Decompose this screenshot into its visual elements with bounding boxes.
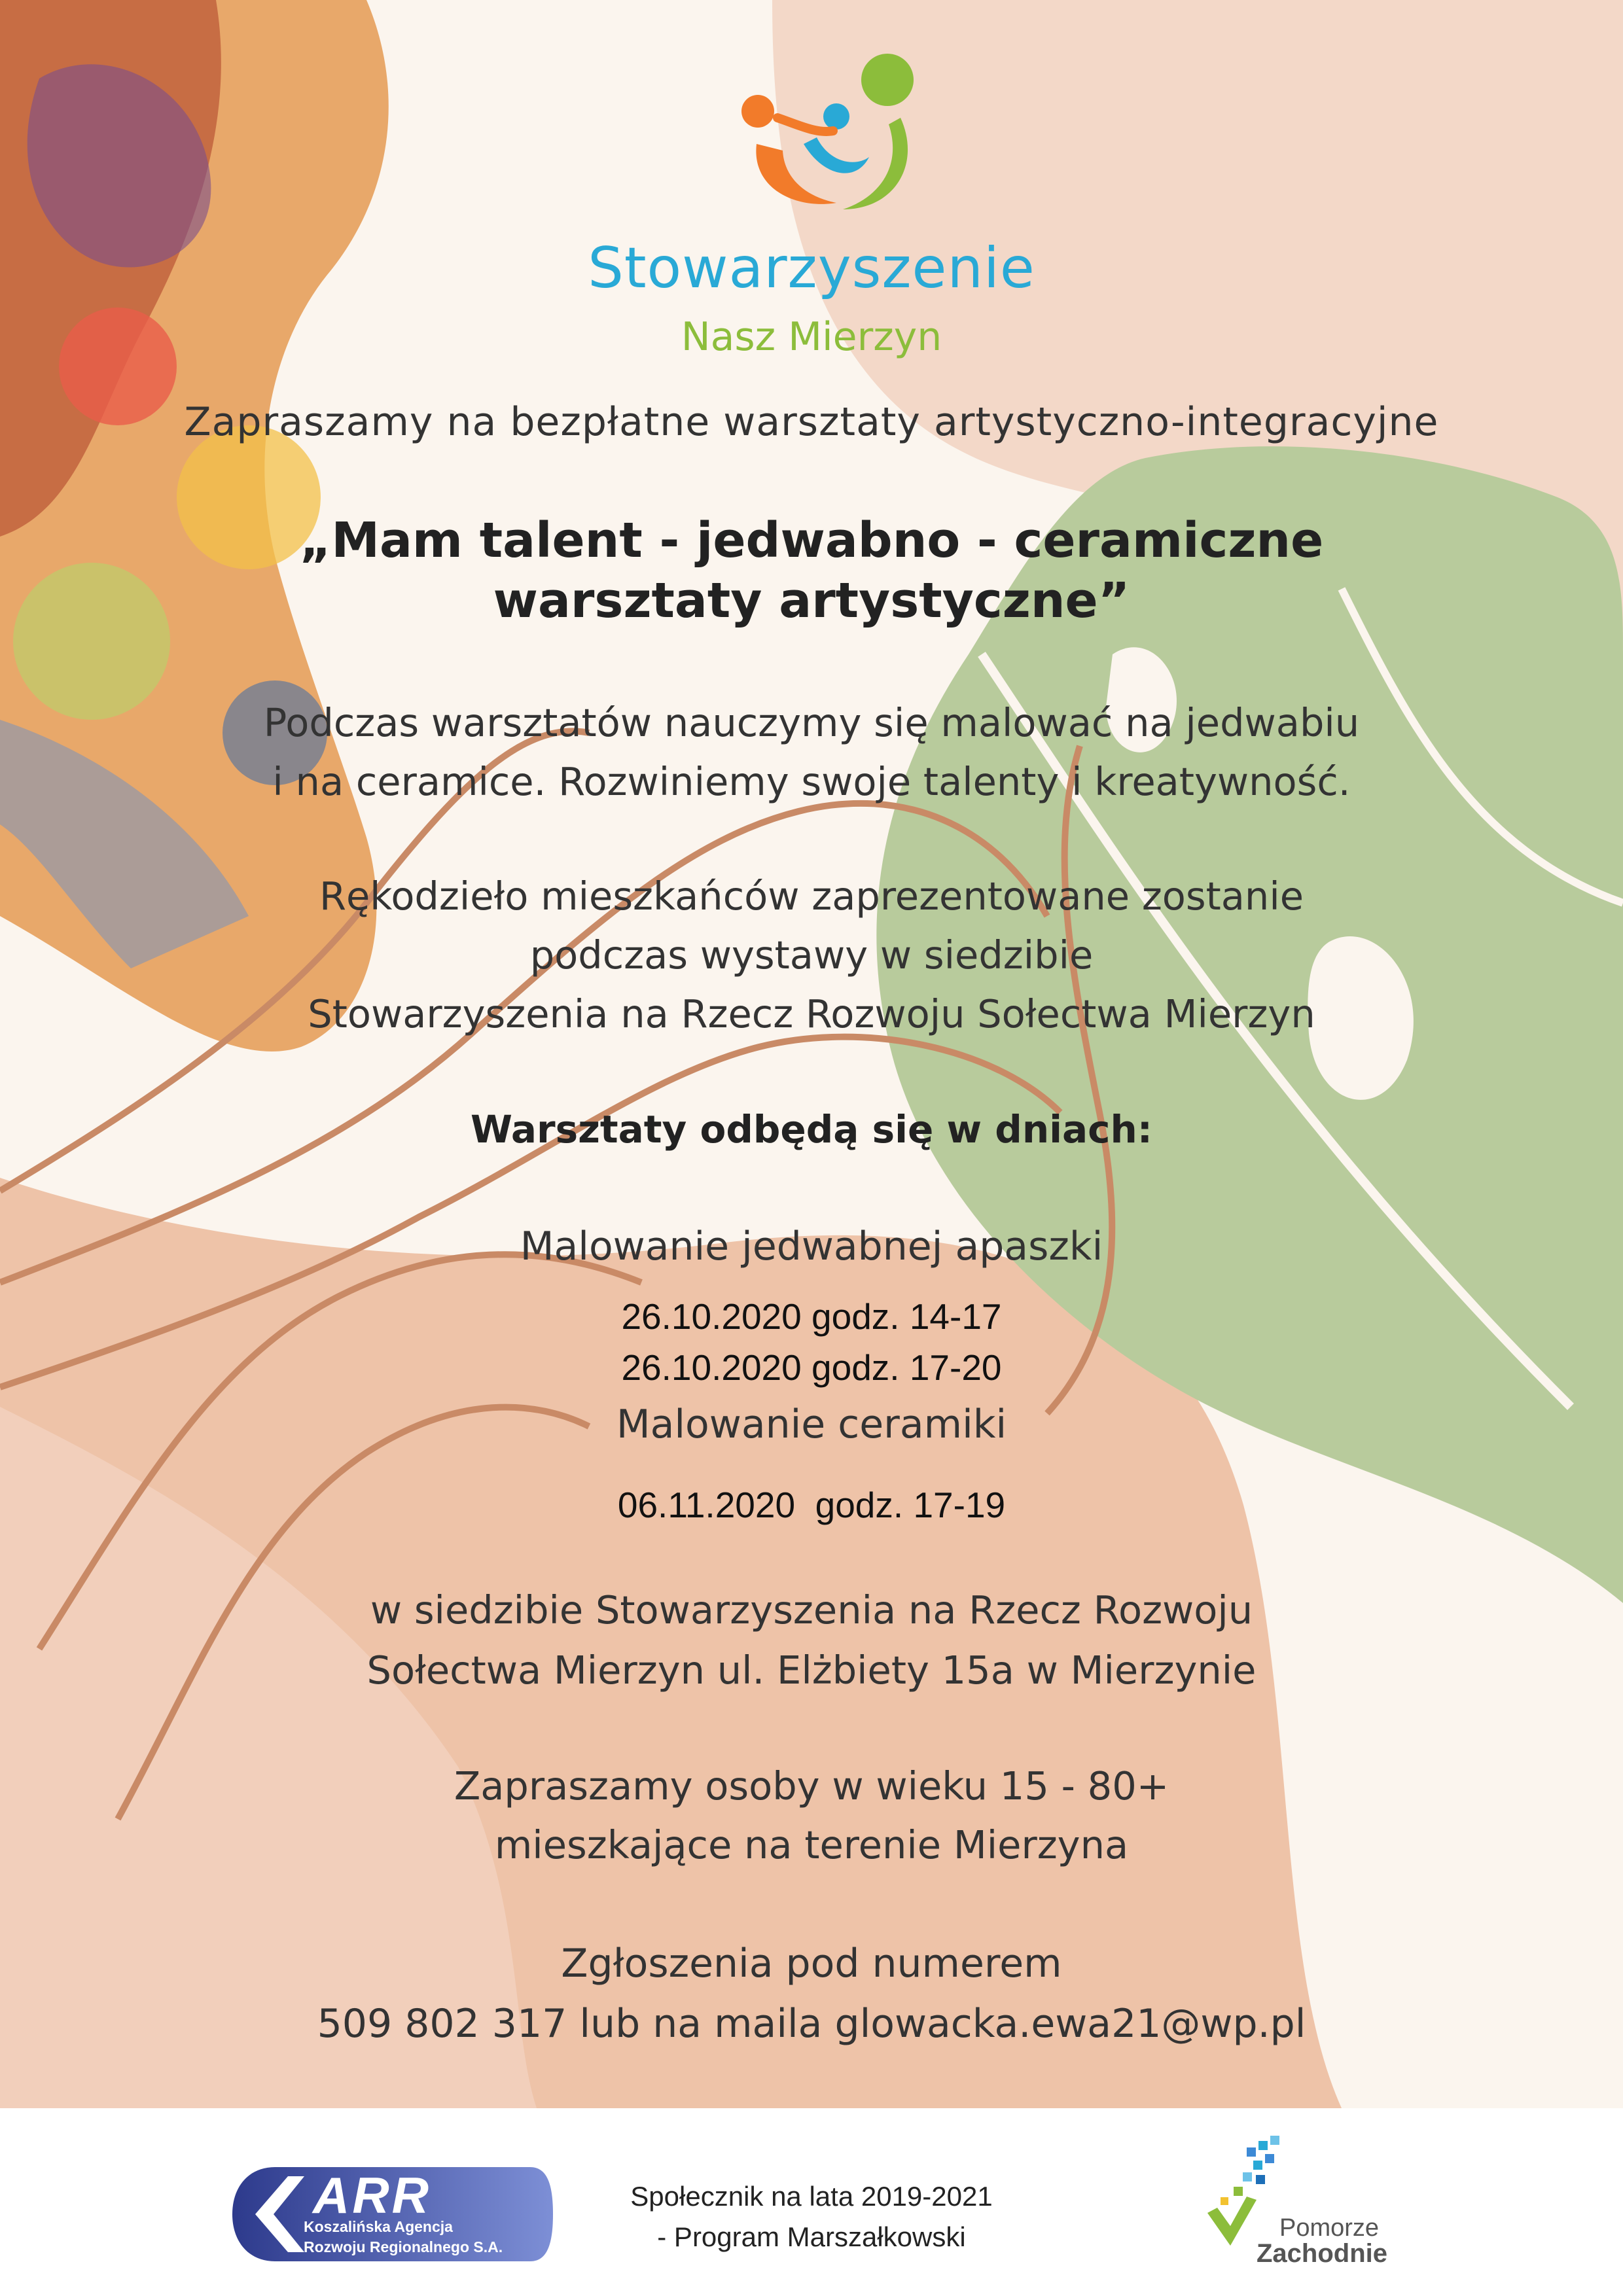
people-figures-icon xyxy=(738,46,928,216)
audience-line-1: Zapraszamy osoby w wieku 15 - 80+ xyxy=(454,1763,1169,1809)
logo-name: Stowarzyszenie xyxy=(588,236,1035,301)
arr-name-line-1: Koszalińska Agencja xyxy=(304,2218,453,2235)
description-line-2: i na ceramice. Rozwiniemy swoje talenty i kreatywność. xyxy=(272,759,1351,804)
exhibition-info xyxy=(0,867,1623,1044)
event-title-line-2: warsztaty artystyczne” xyxy=(493,573,1130,629)
region-logo-line-2: Zachodnie xyxy=(1257,2239,1388,2268)
contact-line-2: 509 802 317 lub na maila glowacka.ewa21@wp.pl xyxy=(317,2001,1306,2047)
exhibition-line-3: Stowarzyszenia na Rzecz Rozwoju Sołectwa Mierzyn xyxy=(308,991,1315,1036)
event-title-line-1: „Mam talent - jedwabno - ceramiczne xyxy=(299,512,1324,569)
schedule-heading: Warsztaty odbędą się w dniach: xyxy=(471,1107,1152,1152)
silk-date-1: 26.10.2020 godz. 14-17 xyxy=(621,1296,1002,1337)
description xyxy=(0,694,1623,811)
contact-line-1: Zgłoszenia pod numerem xyxy=(561,1941,1062,1987)
silk-workshop-label: Malowanie jedwabnej apaszki xyxy=(520,1224,1103,1269)
exhibition-line-2: podczas wystawy w siedzibie xyxy=(529,932,1094,978)
footer xyxy=(0,2108,1623,2296)
checkmark-icon xyxy=(1207,2197,1257,2246)
ceramics-workshop-label: Malowanie ceramiki xyxy=(616,1402,1007,1447)
contact-info xyxy=(0,1934,1623,2054)
arr-logo-letters: ARR xyxy=(313,2166,431,2224)
logo-subtitle: Nasz Mierzyn xyxy=(681,314,942,360)
location-line-2: Sołectwa Mierzyn ul. Elżbiety 15a w Mierzynie xyxy=(366,1648,1257,1693)
location-line-1: w siedzibie Stowarzyszenia na Rzecz Rozwoju xyxy=(370,1587,1253,1633)
intro-text: Zapraszamy na bezpłatne warsztaty artystyczno-integracyjne xyxy=(184,399,1439,445)
ceramics-date-1: 06.11.2020 godz. 17-19 xyxy=(617,1485,1006,1525)
program-line-1: Społecznik na lata 2019-2021 xyxy=(630,2181,993,2212)
program-line-2: - Program Marszałkowski xyxy=(657,2221,966,2252)
region-logo-line-1: Pomorze xyxy=(1279,2214,1380,2242)
arr-name-line-2: Rozwoju Regionalnego S.A. xyxy=(304,2238,503,2255)
audience-line-2: mieszkające na terenie Mierzyna xyxy=(494,1822,1129,1867)
event-title xyxy=(0,510,1623,631)
silk-date-2: 26.10.2020 godz. 17-20 xyxy=(621,1347,1002,1388)
location-info xyxy=(0,1580,1623,1701)
exhibition-line-1: Rękodzieło mieszkańców zaprezentowane zostanie xyxy=(319,874,1304,919)
audience-info xyxy=(0,1757,1623,1875)
description-line-1: Podczas warsztatów nauczymy się malować na jedwabiu xyxy=(263,700,1360,745)
